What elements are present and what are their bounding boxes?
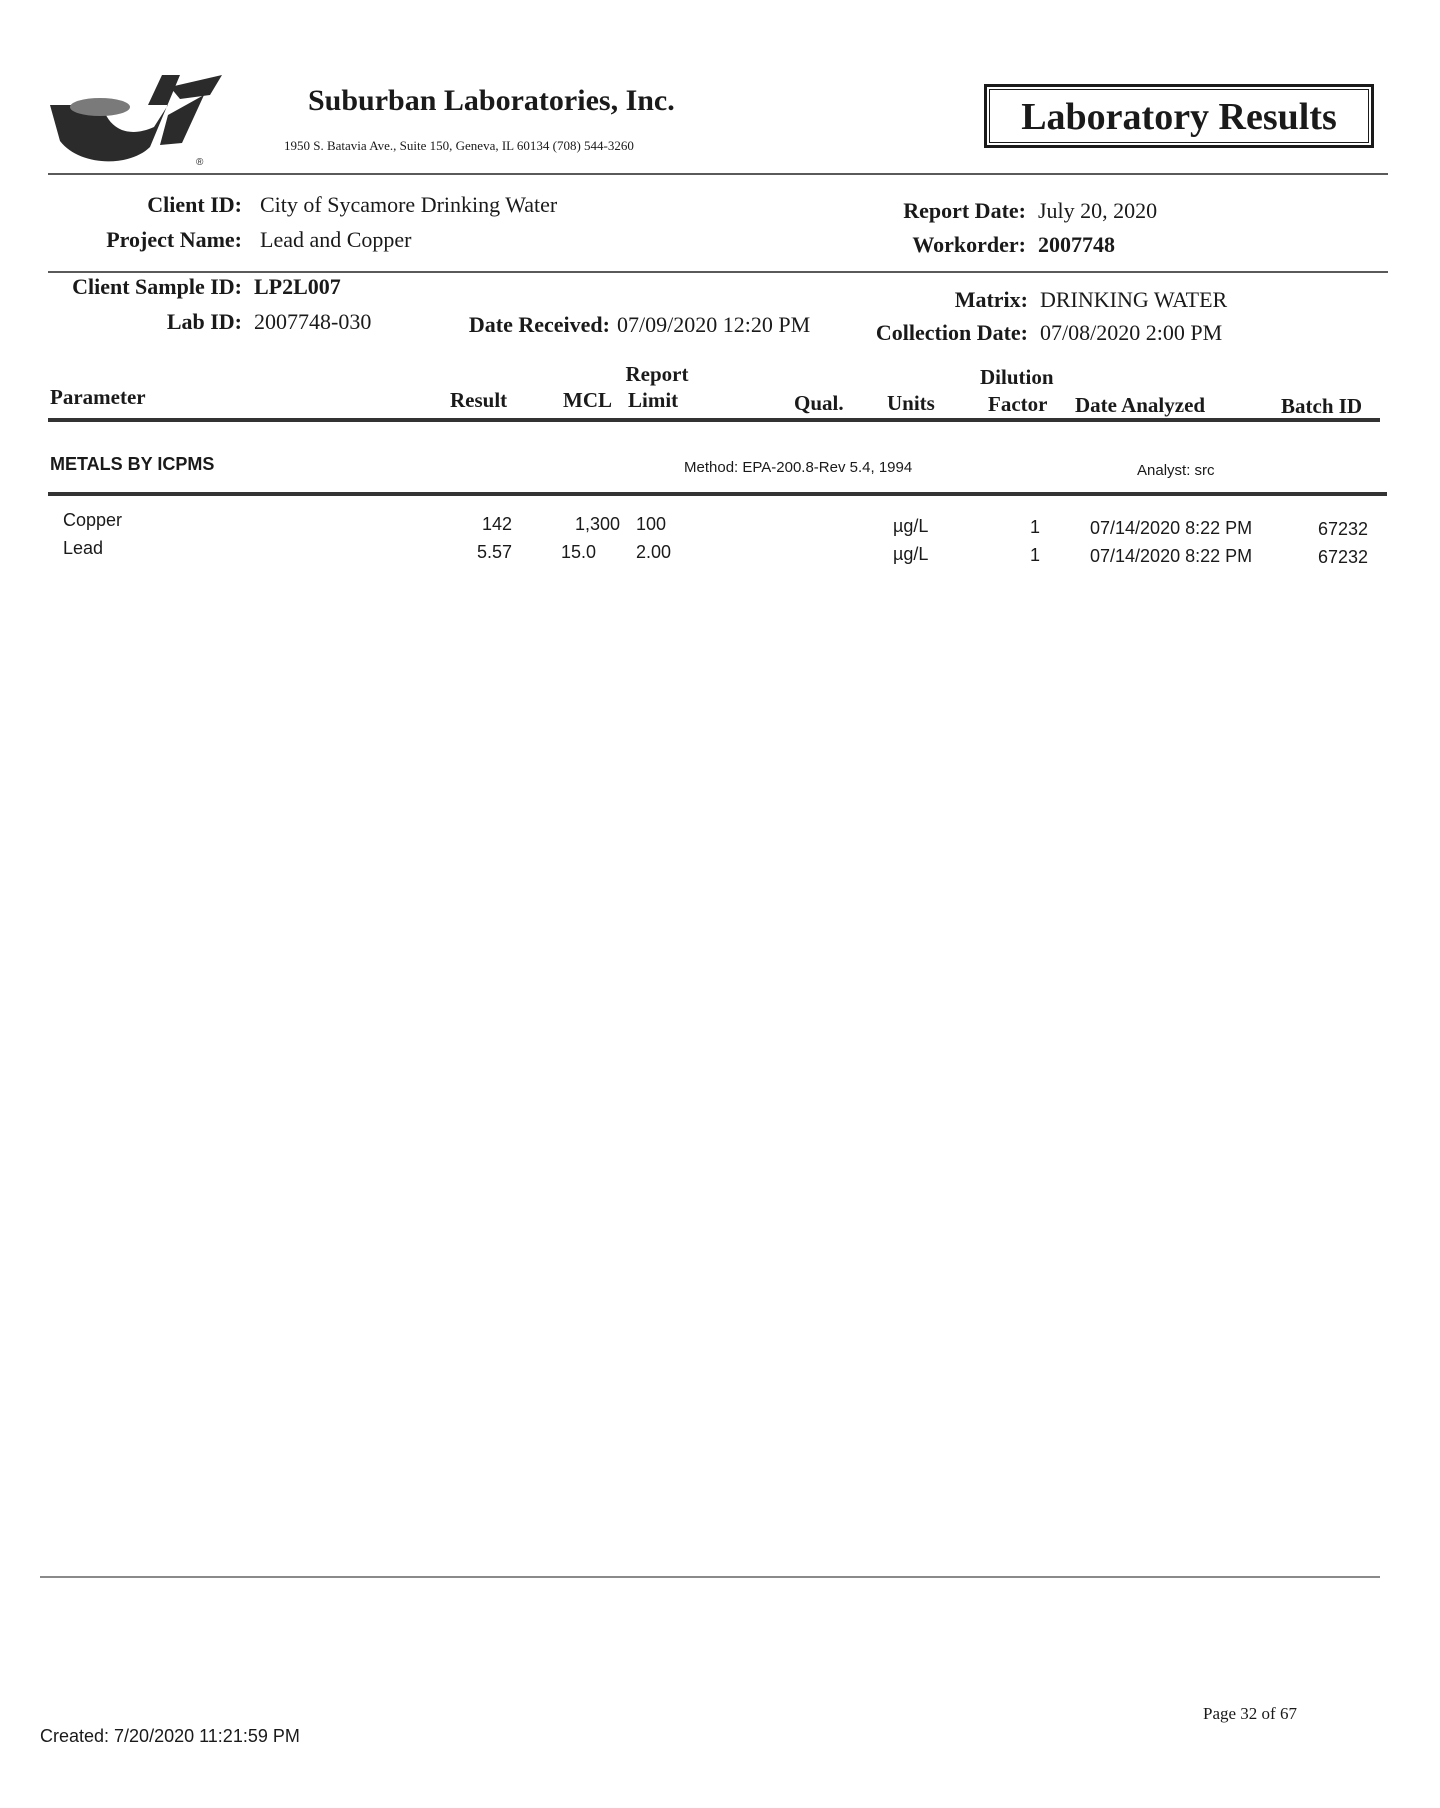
report-title-box	[984, 84, 1374, 148]
matrix-value: DRINKING WATER	[1040, 287, 1228, 312]
cell-parameter: Lead	[63, 538, 104, 558]
date-received-label: Date Received:	[468, 312, 610, 337]
lab-id-value: 2007748-030	[254, 309, 372, 334]
section-method: Method: EPA-200.8-Rev 5.4, 1994	[684, 459, 913, 476]
client-sample-id-value: LP2L007	[254, 274, 341, 299]
cell-dilution: 1	[1030, 545, 1041, 565]
page-number: Page 32 of 67	[1203, 1704, 1297, 1723]
section-analyst: Analyst: src	[1137, 462, 1215, 479]
col-header-report-limit-top: Report	[625, 362, 689, 386]
col-header-parameter: Parameter	[50, 385, 146, 409]
cell-batch-id: 67232	[1318, 547, 1369, 567]
col-header-report-limit-bottom: Limit	[628, 388, 679, 412]
col-header-result: Result	[450, 388, 508, 412]
created-timestamp: Created: 7/20/2020 11:21:59 PM	[40, 1726, 300, 1746]
project-name-label: Project Name:	[106, 227, 242, 252]
company-name: Suburban Laboratories, Inc.	[308, 84, 675, 117]
report-title: Laboratory Results	[1021, 96, 1337, 138]
cell-mcl: 15.0	[560, 542, 596, 562]
cell-result: 5.57	[476, 542, 512, 562]
cell-date-analyzed: 07/14/2020 8:22 PM	[1090, 518, 1253, 538]
divider	[48, 173, 1388, 175]
cell-units: µg/L	[893, 544, 929, 564]
section-rule	[48, 492, 1387, 496]
col-header-batch-id: Batch ID	[1281, 394, 1363, 418]
company-logo	[50, 75, 225, 167]
header-rule	[48, 418, 1380, 422]
date-received-value: 07/09/2020 12:20 PM	[617, 312, 811, 337]
lab-id-label: Lab ID:	[166, 309, 242, 334]
cell-report-limit: 2.00	[636, 542, 672, 562]
cell-dilution: 1	[1030, 517, 1041, 537]
matrix-label: Matrix:	[954, 287, 1028, 312]
workorder-value: 2007748	[1038, 232, 1115, 257]
col-header-dilution-top: Dilution	[980, 365, 1054, 389]
section-title: METALS BY ICPMS	[50, 454, 215, 474]
workorder-label: Workorder:	[912, 232, 1026, 257]
project-name-value: Lead and Copper	[260, 227, 412, 252]
cell-result: 142	[481, 514, 512, 534]
cell-units: µg/L	[893, 516, 929, 536]
svg-text:®: ®	[196, 157, 204, 167]
col-header-date-analyzed: Date Analyzed	[1075, 393, 1206, 417]
cell-report-limit: 100	[636, 514, 667, 534]
cell-mcl: 1,300	[574, 514, 620, 534]
col-header-qual: Qual.	[794, 391, 844, 415]
divider	[48, 271, 1388, 273]
collection-date-label: Collection Date:	[875, 320, 1028, 345]
col-header-dilution-bottom: Factor	[988, 392, 1048, 416]
collection-date-value: 07/08/2020 2:00 PM	[1040, 320, 1223, 345]
client-id-value: City of Sycamore Drinking Water	[260, 192, 558, 217]
client-sample-id-label: Client Sample ID:	[72, 274, 242, 299]
client-id-label: Client ID:	[147, 192, 242, 217]
cell-parameter: Copper	[63, 510, 123, 530]
cell-date-analyzed: 07/14/2020 8:22 PM	[1090, 546, 1253, 566]
report-date-label: Report Date:	[903, 198, 1026, 223]
col-header-mcl: MCL	[563, 388, 612, 412]
col-header-units: Units	[887, 391, 935, 415]
cell-batch-id: 67232	[1318, 519, 1369, 539]
report-date-value: July 20, 2020	[1038, 198, 1158, 223]
company-address: 1950 S. Batavia Ave., Suite 150, Geneva, IL 60134 (708) 544-3260	[284, 138, 634, 153]
footer-divider	[40, 1576, 1380, 1578]
